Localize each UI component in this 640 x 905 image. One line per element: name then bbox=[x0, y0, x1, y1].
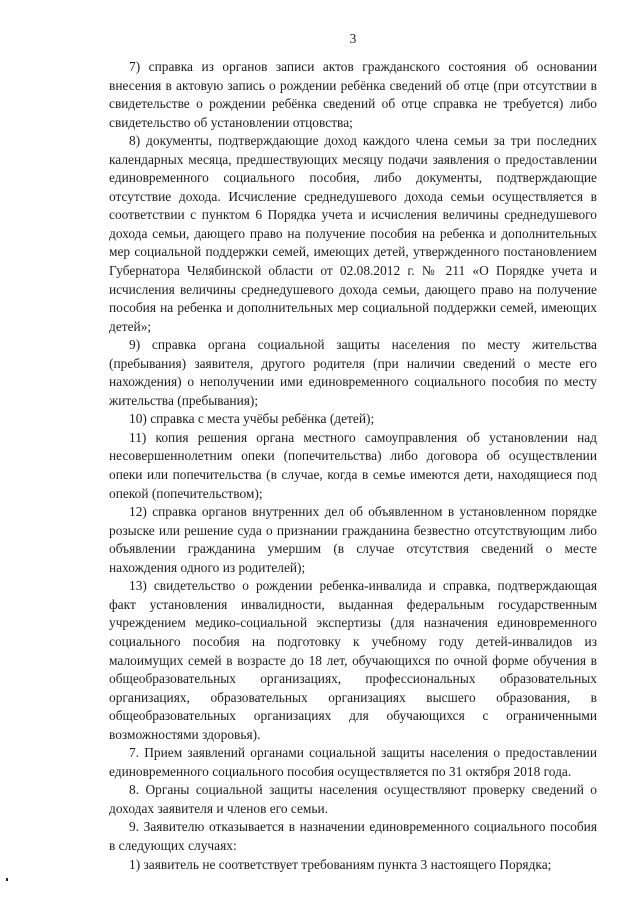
scan-artifact-mark bbox=[6, 878, 8, 881]
paragraph-item-12-police-search-certificate: 12) справка органов внутренних дел об объявленном в установленном порядке розыске или решение суда о признании гражданина безвестно отсутствующим либо объявлении гражданина умершим (в случае отсутствия сведений о месте нахождения одного из родителей); bbox=[109, 504, 597, 575]
paragraph-item-7-birth-record-certificate: 7) справка из органов записи актов гражданского состояния об основании внесения в актовую запись о рождении ребёнка сведений об отце (при отсутствии в свидетельстве о рождении ребёнка сведений об отце справка не требуется) либо свидетельство об установлении отцовства; bbox=[109, 59, 597, 130]
paragraph-clause-9-refusal-cases: 9. Заявителю отказывается в назначении единовременного социального пособия в следующих случаях: bbox=[109, 819, 597, 853]
paragraph-refusal-item-1: 1) заявитель не соответствует требованиям пункта 3 настоящего Порядка; bbox=[129, 856, 552, 872]
page-number: 3 bbox=[349, 31, 357, 46]
document-page bbox=[109, 30, 597, 874]
paragraph-item-11-guardianship-decision: 11) копия решения органа местного самоуправления об установлении над несовершеннолетним опеки (попечительства) либо договора об осуществлении опеки или попечительства (в случае, когда в семье имеются дети, находящиеся под опекой (попечительством); bbox=[109, 429, 597, 501]
paragraph-item-9-social-protection-certificate: 9) справка органа социальной защиты населения по месту жительства (пребывания) заявителя, другого родителя (при наличии сведений о месте его нахождения) о неполучении ими единовременного социального пособия по месту жительства (пребывания); bbox=[109, 337, 597, 408]
paragraph-clause-8-income-verification: 8. Органы социальной защиты населения осуществляют проверку сведений о доходах заявителя и членов его семьи. bbox=[109, 782, 597, 816]
paragraph-item-13-disabled-child-certificate: 13) свидетельство о рождении ребенка-инвалида и справка, подтверждающая факт установления инвалидности, выданная федеральным государственным учреждением медико-социальной экспертизы (для назначения единовременного социального пособия на подготовку к учебному году детей-инвалидов из малоимущих семей в возрасте до 18 лет, обучающихся по очной форме обучения в общеобразовательных организациях, профессиональных образовательных организациях, образовательных организациях высшего образования, в общеобразовательных организациях для обучающихся с ограниченными возможностями здоровья). bbox=[109, 578, 597, 742]
paragraph-item-10-school-certificate: 10) справка с места учёбы ребёнка (детей); bbox=[129, 411, 375, 427]
paragraph-item-8-income-documents: 8) документы, подтверждающие доход каждого члена семьи за три последних календарных месяца, предшествующих месяцу подачи заявления о предоставлении единовременного социального пособия, либо документы, подтверждающие отсутствие дохода. Исчисление среднедушевого дохода семьи осуществляется в соответствии с пунктом 6 Порядка учета и исчисления величины среднедушевого дохода семьи, дающего право на получение пособия на ребенка и дополнительных мер социальной поддержки семей, имеющих детей, утвержденного постановлением Губернатора Челябинской области от 02.08.2012 г. № 211 «О Порядке учета и исчисления величины среднедушевого дохода семьи, дающего право на получение пособия на ребенка и дополнительных мер социальной поддержки семей, имеющих детей»; bbox=[109, 133, 597, 334]
paragraph-clause-7-application-deadline: 7. Прием заявлений органами социальной защиты населения о предоставлении единовременного социального пособия осуществляется по 31 октября 2018 года. bbox=[109, 745, 597, 779]
